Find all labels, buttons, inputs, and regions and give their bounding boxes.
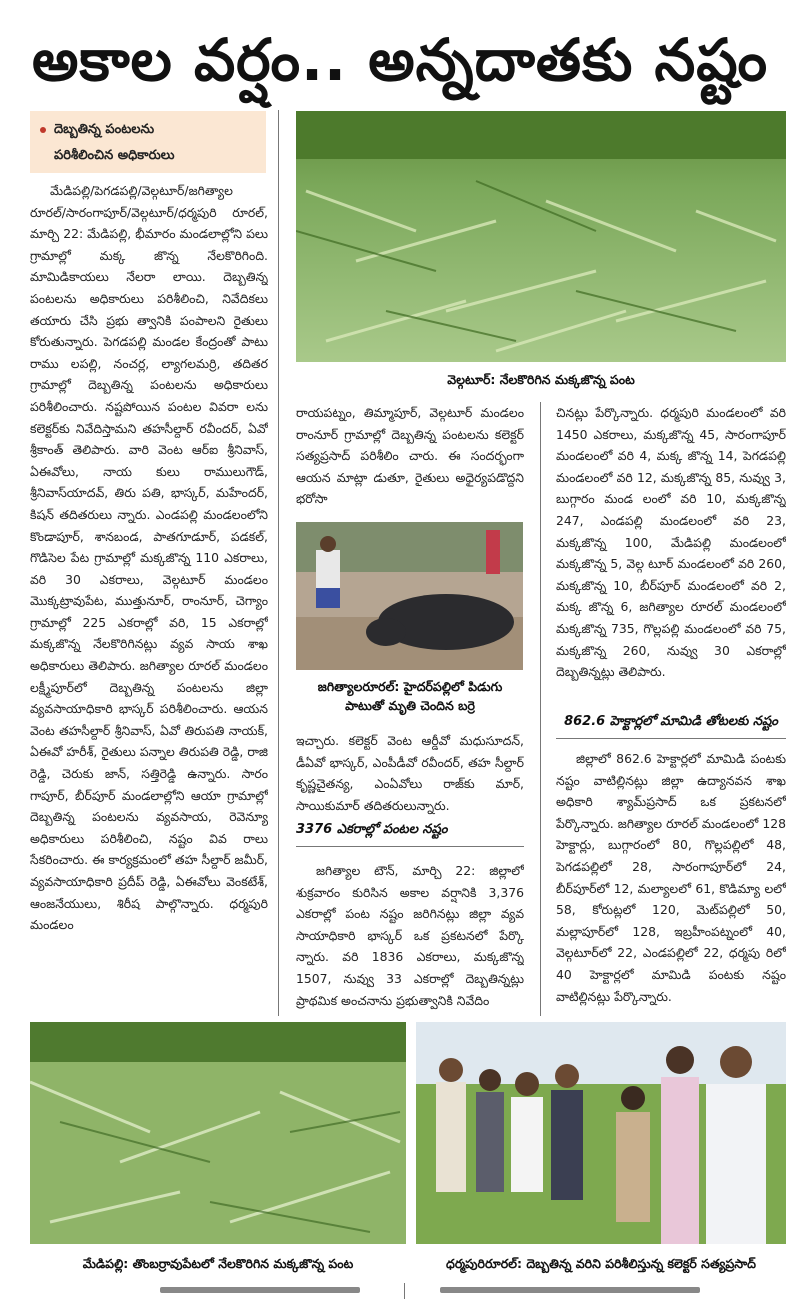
column-divider-2 — [540, 402, 541, 1016]
next-article-line-right — [440, 1287, 700, 1293]
column-2-mid-text: ఇచ్చారు. కలెక్టర్ వెంట ఆర్డీవో మధుసూదన్, డీఏవో భాస్కర్, ఎంపీడీవో రవీందర్, తహ సీల్దార్ కృష్ణచైతన్య, ఎంఏవోలు రాజ్‌కు మార్, సాయికుమార్ తదితరులున్నారు. — [296, 733, 524, 813]
photo-fallen-maize-velgatur — [296, 111, 786, 362]
column-divider — [278, 110, 279, 1016]
column-2-bottom — [296, 860, 524, 1016]
photo-dead-buffalo — [296, 522, 523, 670]
column-2-bottom-text: జగిత్యాల టౌన్, మార్చి 22: జిల్లాలో శుక్రవారం కురిసిన అకాల వర్షానికి 3,376 ఎకరాల్లో పంట నష్టం జరిగినట్లు జిల్లా వ్యవ సాయాధికారి భాస్కర్ ఒక ప్రకటనలో పేర్కొ న్నారు. వరి 1836 ఎకరాలు, మక్కజొన్న 1507, నువ్వు 33 ఎకరాల్లో దెబ్బతిన్నట్లు ప్రాథమిక అంచనాను ప్రభుత్వానికి నివేదిం — [296, 863, 524, 1008]
subhead-crop-loss-3376: 3376 ఎకరాల్లో పంటల నష్టం — [296, 822, 448, 837]
subhead-mango-loss: 862.6 హెక్టార్లలో మామిడి తోటలకు నష్టం — [564, 714, 778, 729]
caption-photo-top: వెల్గటూర్: నేలకొరిగిన మక్కజొన్న పంట — [447, 372, 635, 387]
next-article-line-left — [160, 1287, 360, 1293]
column-3-top-text: చినట్లు పేర్కొన్నారు. ధర్మపురి మండలంలో వరి 1450 ఎకరాలు, మక్కజొన్న 45, సారంగాపూర్ మండలంలో వరి 4, మక్క జొన్న 14, పెగడపల్లి మండలంలో వరి 12, మక్కజొన్న 85, నువ్వు 3, బుగ్గారం మండ లంలో వరి 10, మక్కజొన్న 247, ఎండపల్లి మండలంలో వరి 23, మక్కజొన్న 100, మేడిపల్లి మండలంలో మక్కజొన్న 5, వెల్గ టూర్ మండలంలో వరి 260, మక్కజొన్న 10, బీర్‌పూర్ మండలంలో వరి 2, మక్క జొన్న 6, జగిత్యాల రూరల్ మండలంలో మక్కజొన్న 735, గొల్లపల్లి మండలంలో వరి 75, మక్కజొన్న 260, నువ్వు 30 ఎకరాల్లో దెబ్బతిన్నట్లు తెలిపారు. — [556, 405, 786, 680]
photo-fallen-maize-tombarraopeta — [30, 1022, 406, 1244]
column-2-mid — [296, 730, 524, 818]
column-2-top-text: రాయపట్నం, తిమ్మాపూర్, వెల్గటూర్ మండలం రాంనూర్ గ్రామాల్లో దెబ్బతిన్న పంటలను కలెక్టర్ సత్యప్రసాద్ పరిశీలిం చారు. ఈ సందర్భంగా ఆయన మాట్లా డుతూ, రైతులు అధైర్యపడొద్దని భరోసా — [296, 405, 524, 507]
bullet-icon — [40, 127, 46, 133]
subhead-underline — [296, 846, 524, 847]
kicker-line-2: పరిశీలించిన అధికారులు — [54, 148, 175, 163]
column-3-bottom — [556, 748, 786, 1016]
caption-buffalo-line-2: పాటుతో మృతి చెందిన బర్రె — [345, 698, 475, 713]
caption-buffalo — [296, 677, 524, 715]
kicker-box — [30, 111, 266, 173]
column-3-bottom-text: జిల్లాలో 862.6 హెక్టార్లలో మామిడి పంటకు నష్టం వాటిల్లినట్లు జిల్లా ఉద్యానవన శాఖ అధికారి శ్యామ్‌ప్రసాద్ ఒక ప్రకటనలో పేర్కొన్నారు. జగిత్యాల రూరల్ మండలంలో 128 హెక్టార్లు, బుగ్గారంలో 80, గొల్లపల్లిలో 48, పెగడపల్లిలో 28, సారంగాపూర్‌లో 24, బీర్‌పూర్‌లో 12, మల్యాలలో 61, కొడిమ్యా లలో 58, కోరుట్లలో 120, మెట్‌పల్లిలో 50, మల్లాపూర్‌లో 128, ఇబ్రహీంపట్నంలో 40, వెల్గటూర్‌లో 22, ఎండపల్లిలో 22, ధర్మపు రిలో 40 హెక్టార్లలో మామిడి పంటకు నష్టం వాటిల్లినట్లు పేర్కొన్నారు. — [556, 751, 786, 1004]
caption-buffalo-line-1: జగిత్యాలరూరల్: హైదర్‌పల్లిలో పిడుగు — [317, 679, 503, 694]
column-2-top — [296, 402, 524, 514]
subhead-underline-2 — [556, 738, 786, 739]
caption-photo-bottom-right: ధర్మపురిరూరల్: దెబ్బతిన్న వరిని పరిశీలిస్తున్న కలెక్టర్ సత్యప్రసాద్ — [446, 1256, 756, 1271]
caption-photo-bottom-left: మేడిపల్లి: తొంబర్రావుపేటలో నేలకొరిగిన మక్కజొన్న పంట — [82, 1256, 354, 1271]
column-1 — [30, 180, 268, 1016]
headline: అకాల వర్షం.. అన్నదాతకు నష్టం — [31, 26, 769, 94]
photo-collector-inspection — [416, 1022, 786, 1244]
kicker-line-1: దెబ్బతిన్న పంటలను — [54, 122, 155, 137]
column-3-top — [556, 402, 786, 708]
column-1-text: మేడిపల్లి/పెగడపల్లి/వెల్గటూర్/జగిత్యాల రూరల్/సారంగాపూర్/వెల్గటూర్/ధర్మపురి రూరల్, మార్చి 22: మేడిపల్లి, భీమారం మండలాల్లోని పలు గ్రామాల్లో మక్క జొన్న నేలకొరిగింది. మామిడికాయలు నేలరా లాయి. దెబ్బతిన్న పంటలను అధికారులు పరిశీలించి, నివేదికలు తయారు చేసి ప్రభు త్వానికి పంపాలని రైతులు కోరుతున్నారు. పెగడపల్లి మండల కేంద్రంతో పాటు రాము లపల్లి, నంచర్ల, ల్యాగలమర్రి, తదితర గ్రామాల్లో దెబ్బతిన్న పంటలను అధికారులు పరిశీలించారు. నష్టపోయిన పంటల వివరా లను కలెక్టర్‌కు నివేదిస్తామని తహసీల్దార్ రవీందర్, ఏవో శ్రీకాంత్ తెలిపారు. వారి వెంట ఆర్‌ఐ శ్రీనివాస్, ఏఈవోలు, నాయ కులు రాములుగౌడ్, శ్రీనివాస్‌యాదవ్, తిరు పతి, భాస్కర్, మహేందర్, కిషన్ తదితరులు న్నారు. ఎండపల్లి మండలంలోని కొండాపూర్, శానబండ, పాతగూడూర్, పడకల్, గొడిసెల పేట గ్రామాల్లో మక్కజొన్న 110 ఎకరాలు, వరి 30 ఎకరాలు, వెల్గటూర్ మండలం మొక్కట్రావుపేట, ముత్తునూర్, రాంనూర్, చెగ్యాం గ్రామాల్లో 225 ఎకరాల్లో వరి, 15 ఎకరాల్లో మక్కజొన్న నేలకొరిగినట్లు వ్యవ సాయ శాఖ అధికారులు తెలిపారు. జగిత్యాల రూరల్ మండలం లక్ష్మీపూర్‌లో దెబ్బతిన్న పంటలను జిల్లా వ్యవసాయాధికారి భాస్కర్ పరిశీలించారు. ఆయన వెంట తహసీల్దార్ శ్రీనివాస్, ఏవో తిరుపతి నాయక్, ఏఈవో హరీశ్, రైతులు పన్నాల తిరుపతి రెడ్డి, రాజి రెడ్డి, చెరుకు జాన్, సత్తిరెడ్డి ఉన్నారు. సారం గాపూర్, బీర్‌పూర్ మండలాల్లోని ఆయా గ్రామాల్లో దెబ్బతిన్న పంటలను వ్యవసాయ, రెవెన్యూ అధికారులు పరిశీలించి, నష్టం వివ రాలు సేకరించారు. ఈ కార్యక్రమంలో తహ సీల్దార్ జమీర్, వ్యవసాయాధికారి ప్రదీప్ రెడ్డి, ఏఈవోలు వెంకటేశ్, ఆంజనేయులు, శిరీష పాల్గొన్నారు. ధర్మపురి మండలం — [30, 183, 268, 933]
footer-divider — [404, 1283, 405, 1299]
next-article-strip — [0, 1283, 800, 1299]
